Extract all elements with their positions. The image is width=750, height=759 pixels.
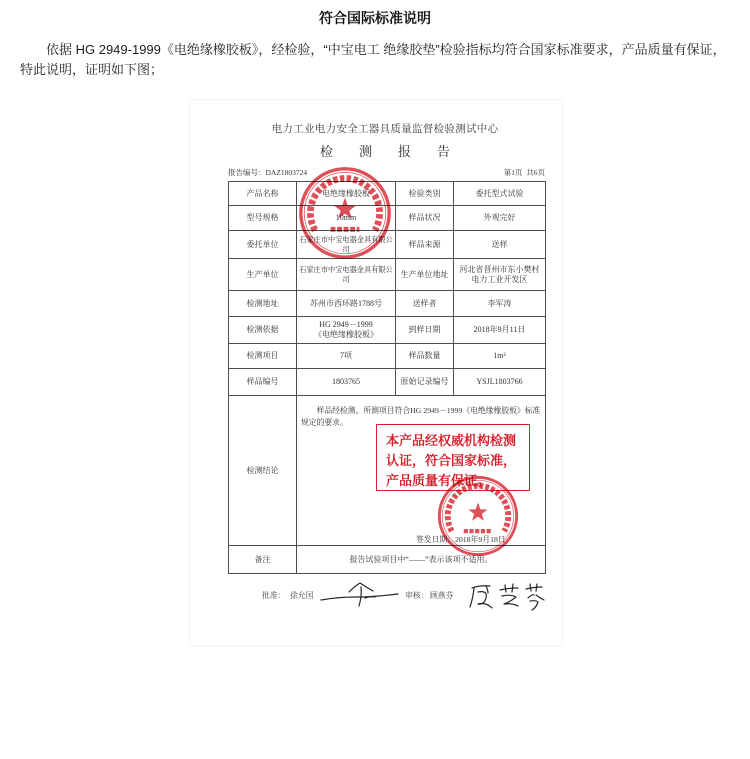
client-value: 石家庄市中宝电器金具有限公司	[297, 231, 396, 259]
remark-text: 报告试验项目中“——”表示该项不适用。	[297, 546, 546, 574]
product-name-label: 产品名称	[229, 182, 297, 206]
report-number: 报告编号：DAZ1803724	[228, 168, 308, 177]
test-standard-label: 检测依据	[229, 317, 297, 344]
test-items-value: 7项	[297, 344, 396, 369]
record-number-label: 原始记录编号	[396, 369, 454, 396]
arrival-date-label: 到样日期	[396, 317, 454, 344]
test-standard-value	[297, 317, 396, 344]
table-row	[229, 344, 546, 369]
manufacturer-address-value	[454, 259, 546, 291]
reviewer-name: 顾燕芬	[430, 591, 454, 600]
test-address-value: 苏州市西环路1788号	[297, 291, 396, 317]
sample-source-label: 样品来源	[396, 231, 454, 259]
table-row	[229, 291, 546, 317]
sample-condition-label: 样品状况	[396, 206, 454, 231]
reviewer-label: 审核：	[405, 591, 429, 600]
approver-signature	[318, 578, 400, 608]
inspection-type-label: 检验类别	[396, 182, 454, 206]
submitter-label: 送样者	[396, 291, 454, 317]
intro-paragraph: 依据 HG 2949-1999《电绝缘橡胶板》，经检验，“中宝电工 绝缘胶垫”检验指标均符合国家标准要求，产品质量有保证，特此说明，证明如下图；	[20, 42, 726, 77]
test-report-scan	[190, 100, 562, 645]
address-line-2: 电力工业开发区	[471, 274, 528, 284]
inspection-type-value: 委托型式试验	[454, 182, 546, 206]
model-spec-value: 10mm	[297, 206, 396, 231]
address-line-1: 河北省晋州市东小樊村	[459, 264, 540, 274]
table-row	[229, 369, 546, 396]
report-title: 检测报告	[319, 144, 476, 159]
manufacturer-value: 石家庄市中宝电器金具有限公司	[297, 259, 396, 291]
report-seal-stamp	[436, 474, 520, 558]
submitter-value: 李军涛	[454, 291, 546, 317]
sample-condition-value: 外观完好	[454, 206, 546, 231]
conclusion-text: 样品经检测，所测项目符合HG 2949－1999《电绝缘橡胶板》标准规定的要求。	[301, 405, 541, 427]
table-row	[229, 317, 546, 344]
client-label: 委托单位	[229, 231, 297, 259]
table-row	[229, 259, 546, 291]
sample-number-value: 1803765	[297, 369, 396, 396]
standard-code: HG 2949－1999	[319, 320, 373, 329]
manufacturer-label: 生产单位	[229, 259, 297, 291]
sample-quantity-value: 1m²	[454, 344, 546, 369]
standard-name: 《电绝缘橡胶板》	[314, 330, 378, 339]
test-address-label: 检测地址	[229, 291, 297, 317]
page-title: 符合国际标准说明	[319, 10, 431, 26]
approver-label: 批准：	[262, 591, 286, 600]
report-organization: 电力工业电力安全工器具质量监督检验测试中心	[271, 124, 499, 135]
record-number-value: YSJL1803766	[454, 369, 546, 396]
model-spec-label: 型号规格	[229, 206, 297, 231]
sample-source-value: 送样	[454, 231, 546, 259]
conclusion-label: 检测结论	[229, 396, 297, 546]
remark-label: 备注	[229, 546, 297, 574]
report-page-info: 第1页 共6页	[503, 168, 545, 177]
certification-highlight-box: 本产品经权威机构检测认证，符合国家标准，产品质量有保证。	[376, 424, 530, 491]
approver-name: 徐允国	[290, 591, 314, 600]
manufacturer-address-label: 生产单位地址	[396, 259, 454, 291]
sample-number-label: 样品编号	[229, 369, 297, 396]
product-name-value: 电绝缘橡胶板	[297, 182, 396, 206]
sample-quantity-label: 样品数量	[396, 344, 454, 369]
inspection-seal-stamp	[297, 165, 393, 261]
arrival-date-value: 2018年9月11日	[454, 317, 546, 344]
test-items-label: 检测项目	[229, 344, 297, 369]
reviewer-signature	[466, 578, 546, 612]
issue-date: 签发日期：2018年9月18日	[416, 534, 506, 544]
